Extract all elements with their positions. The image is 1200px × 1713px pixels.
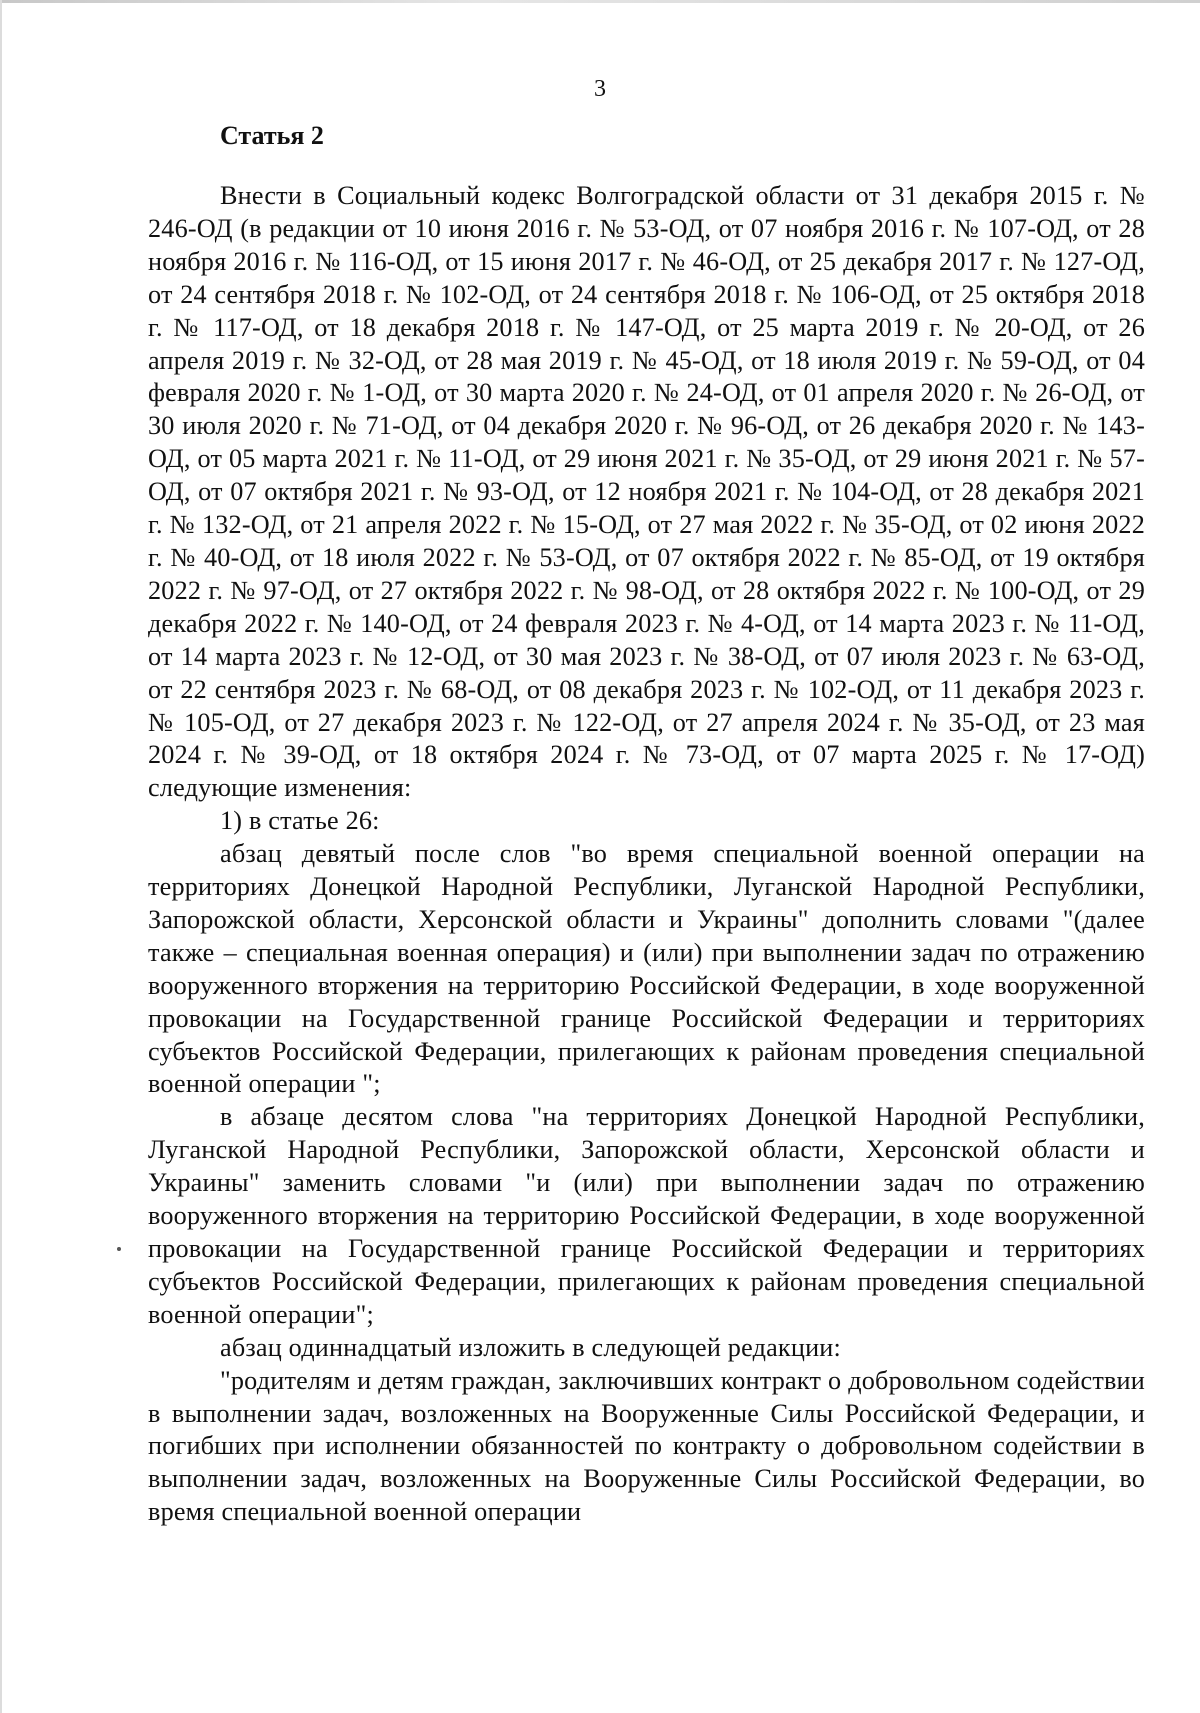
paragraph-item-1: 1) в статье 26: [220, 806, 380, 836]
paragraph-ninth-clause: абзац девятый после слов "во время специальной военной операции на территориях Донецкой Народной Республики, Луганской Народной Республики, Запорожской области, Херсонской области и Украины" дополнить словами "(далее также – специальная военная операция) и (или) при выполнении задач по отражению вооруженного вторжения на территорию Российской Федерации, в ходе вооруженной провокации на Государственной границе Российской Федерации и территориях субъектов Российской Федерации, прилегающих к районам проведения специальной военной операции "; [148, 839, 1145, 1099]
paragraph-eleventh-clause: абзац одиннадцатый изложить в следующей редакции: [220, 1332, 841, 1362]
scan-speck [117, 1247, 121, 1251]
scan-edge-left [0, 0, 2, 1713]
scan-edge-top [0, 0, 1200, 3]
article-body [148, 180, 1145, 1529]
article-heading: Статья 2 [220, 121, 324, 150]
paragraph-amendment-intro: Внести в Социальный кодекс Волгоградской области от 31 декабря 2015 г. № 246-ОД (в редакции от 10 июня 2016 г. № 53-ОД, от 07 ноября 2016 г. № 107-ОД, от 28 ноября 2016 г. № 116-ОД, от 15 июня 2017 г. № 46-ОД, от 25 декабря 2017 г. № 127-ОД, от 24 сентября 2018 г. № 102-ОД, от 24 сентября 2018 г. № 106-ОД, от 25 октября 2018 г. № 117-ОД, от 18 декабря 2018 г. № 147-ОД, от 25 марта 2019 г. № 20-ОД, от 26 апреля 2019 г. № 32-ОД, от 28 мая 2019 г. № 45-ОД, от 18 июля 2019 г. № 59-ОД, от 04 февраля 2020 г. № 1-ОД, от 30 марта 2020 г. № 24-ОД, от 01 апреля 2020 г. № 26-ОД, от 30 июля 2020 г. № 71-ОД, от 04 декабря 2020 г. № 96-ОД, от 26 декабря 2020 г. № 143-ОД, от 05 марта 2021 г. № 11-ОД, от 29 июня 2021 г. № 35-ОД, от 29 июня 2021 г. № 57-ОД, от 07 октября 2021 г. № 93-ОД, от 12 ноября 2021 г. № 104-ОД, от 28 декабря 2021 г. № 132-ОД, от 21 апреля 2022 г. № 15-ОД, от 27 мая 2022 г. № 35-ОД, от 02 июня 2022 г. № 40-ОД, от 18 июля 2022 г. № 53-ОД, от 07 октября 2022 г. № 85-ОД, от 19 октября 2022 г. № 97-ОД, от 27 октября 2022 г. № 98-ОД, от 28 октября 2022 г. № 100-ОД, от 29 декабря 2022 г. № 140-ОД, от 24 февраля 2023 г. № 4-ОД, от 14 марта 2023 г. № 11-ОД, от 14 марта 2023 г. № 12-ОД, от 30 мая 2023 г. № 38-ОД, от 07 июля 2023 г. № 63-ОД, от 22 сентября 2023 г. № 68-ОД, от 08 декабря 2023 г. № 102-ОД, от 11 декабря 2023 г. № 105-ОД, от 27 декабря 2023 г. № 122-ОД, от 27 апреля 2024 г. № 35-ОД, от 23 мая 2024 г. № 39-ОД, от 18 октября 2024 г. № 73-ОД, от 07 марта 2025 г. № 17-ОД) следующие изменения: [148, 181, 1145, 803]
page-number: 3 [594, 76, 606, 102]
paragraph-tenth-clause: в абзаце десятом слова "на территориях Донецкой Народной Республики, Луганской Народной Республики, Запорожской области, Херсонской области и Украины" заменить словами "и (или) при выполнении задач по отражению вооруженного вторжения на территорию Российской Федерации, в ходе вооруженной провокации на Государственной границе Российской Федерации и территориях субъектов Российской Федерации, прилегающих к районам проведения специальной военной операции"; [148, 1102, 1145, 1329]
paragraph-new-wording: "родителям и детям граждан, заключивших контракт о добровольном содействии в выполнении задач, возложенных на Вооруженные Силы Российской Федерации, и погибших при исполнении обязанностей по контракту о добровольном содействии в выполнении задач, возложенных на Вооруженные Силы Российской Федерации, во время специальной военной операции [148, 1365, 1145, 1527]
